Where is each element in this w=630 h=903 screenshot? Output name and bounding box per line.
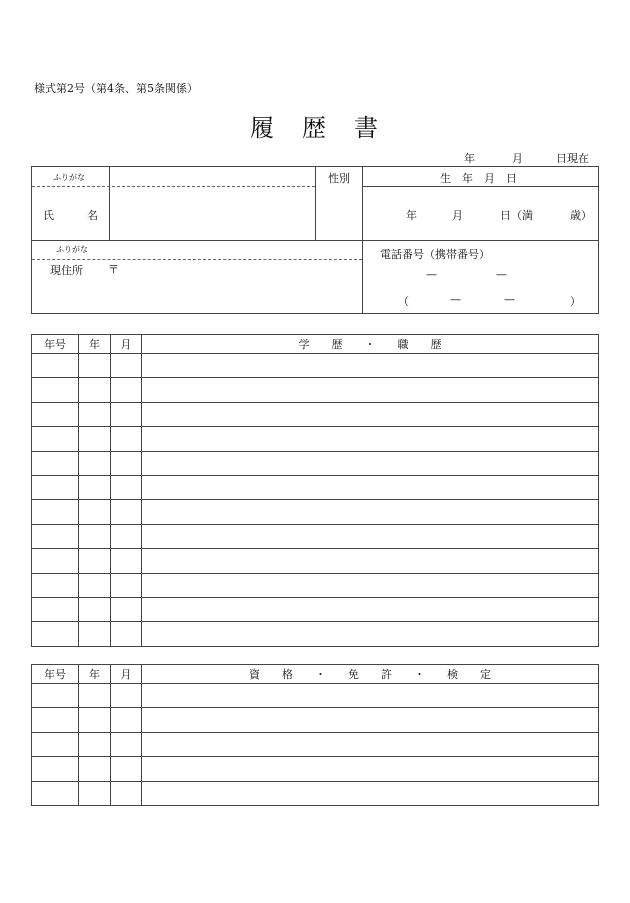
birth-month-label: 月 [452, 209, 463, 222]
address-label: 現住所 [50, 264, 83, 277]
history-col-month: 月 [111, 335, 142, 354]
history-row [32, 524, 599, 548]
history-content-cell[interactable] [142, 378, 599, 402]
history-era-cell[interactable] [32, 500, 79, 524]
license-col-month: 月 [111, 665, 142, 684]
history-col-era: 年号 [32, 335, 79, 354]
history-year-cell[interactable] [79, 500, 111, 524]
mobile-dash-1: — [450, 293, 461, 306]
history-col-content: 学 歴 ・ 職 歴 [142, 335, 599, 354]
history-row [32, 378, 599, 402]
history-content-cell[interactable] [142, 475, 599, 499]
license-year-cell[interactable] [79, 732, 111, 756]
furigana-input[interactable] [110, 168, 314, 186]
history-year-cell[interactable] [79, 549, 111, 573]
history-month-cell[interactable] [111, 427, 142, 451]
history-month-cell[interactable] [111, 524, 142, 548]
phone-label: 電話番号（携帯番号） [380, 248, 490, 261]
license-month-cell[interactable] [111, 732, 142, 756]
history-row [32, 573, 599, 597]
history-era-cell[interactable] [32, 378, 79, 402]
name-label: 氏 名 [43, 209, 98, 222]
history-header-row [32, 335, 599, 354]
history-month-cell[interactable] [111, 354, 142, 378]
license-row [32, 757, 599, 781]
license-year-cell[interactable] [79, 708, 111, 732]
history-month-cell[interactable] [111, 500, 142, 524]
license-month-cell[interactable] [111, 781, 142, 805]
license-era-cell[interactable] [32, 757, 79, 781]
license-era-cell[interactable] [32, 781, 79, 805]
license-row [32, 781, 599, 805]
gender-label: 性別 [328, 172, 350, 185]
mobile-dash-2: — [504, 293, 515, 306]
history-month-cell[interactable] [111, 402, 142, 426]
history-row [32, 549, 599, 573]
history-month-cell[interactable] [111, 622, 142, 646]
license-month-cell[interactable] [111, 757, 142, 781]
license-row [32, 684, 599, 708]
history-content-cell[interactable] [142, 427, 599, 451]
license-row [32, 708, 599, 732]
history-table [31, 334, 599, 647]
furigana2-label: ふりがな [56, 245, 88, 254]
history-era-cell[interactable] [32, 427, 79, 451]
history-row [32, 475, 599, 499]
date-year-label: 年 [464, 152, 475, 165]
history-content-cell[interactable] [142, 549, 599, 573]
license-col-content: 資 格 ・ 免 許 ・ 検 定 [142, 665, 599, 684]
history-row [32, 402, 599, 426]
history-era-cell[interactable] [32, 597, 79, 621]
history-row [32, 427, 599, 451]
license-row [32, 732, 599, 756]
age-unit-label: 歳） [570, 209, 592, 222]
history-row [32, 354, 599, 378]
history-content-cell[interactable] [142, 622, 599, 646]
history-year-cell[interactable] [79, 402, 111, 426]
birth-day-age-label: 日（満 [500, 209, 533, 222]
history-month-cell[interactable] [111, 378, 142, 402]
history-content-cell[interactable] [142, 402, 599, 426]
history-row [32, 500, 599, 524]
license-col-year: 年 [79, 665, 111, 684]
history-year-cell[interactable] [79, 475, 111, 499]
license-month-cell[interactable] [111, 684, 142, 708]
license-table [31, 664, 599, 806]
birth-header-divider [362, 186, 599, 187]
history-col-year: 年 [79, 335, 111, 354]
name-input[interactable] [110, 187, 314, 239]
license-content-cell[interactable] [142, 781, 599, 805]
phone-dash-1: — [426, 268, 437, 281]
history-era-cell[interactable] [32, 402, 79, 426]
history-year-cell[interactable] [79, 451, 111, 475]
license-content-cell[interactable] [142, 684, 599, 708]
history-year-cell[interactable] [79, 524, 111, 548]
history-era-cell[interactable] [32, 451, 79, 475]
history-month-cell[interactable] [111, 597, 142, 621]
history-content-cell[interactable] [142, 451, 599, 475]
license-header-row [32, 665, 599, 684]
license-content-cell[interactable] [142, 757, 599, 781]
license-content-cell[interactable] [142, 708, 599, 732]
mobile-open-paren: （ [398, 295, 409, 308]
history-year-cell[interactable] [79, 573, 111, 597]
history-content-cell[interactable] [142, 500, 599, 524]
address-input[interactable] [33, 277, 361, 313]
personal-info-block [31, 166, 599, 314]
history-content-cell[interactable] [142, 354, 599, 378]
history-year-cell[interactable] [79, 354, 111, 378]
history-row [32, 597, 599, 621]
name-row-bottom [32, 240, 599, 241]
history-era-cell[interactable] [32, 573, 79, 597]
history-era-cell[interactable] [32, 524, 79, 548]
license-content-cell[interactable] [142, 732, 599, 756]
gender-input[interactable] [316, 168, 361, 239]
history-row [32, 622, 599, 646]
history-month-cell[interactable] [111, 475, 142, 499]
birth-year-label: 年 [406, 209, 417, 222]
birth-date-label: 生 年 月 日 [440, 172, 517, 185]
date-month-label: 月 [512, 152, 523, 165]
history-era-cell[interactable] [32, 549, 79, 573]
mobile-close-paren: ） [570, 295, 581, 308]
page-title: 履 歴 書 [250, 114, 380, 142]
history-content-cell[interactable] [142, 524, 599, 548]
history-era-cell[interactable] [32, 354, 79, 378]
license-era-cell[interactable] [32, 708, 79, 732]
history-month-cell[interactable] [111, 549, 142, 573]
history-content-cell[interactable] [142, 597, 599, 621]
history-year-cell[interactable] [79, 378, 111, 402]
history-era-cell[interactable] [32, 622, 79, 646]
form-label: 様式第2号（第4条、第5条関係） [34, 82, 198, 95]
furigana2-divider [32, 259, 362, 260]
furigana-label: ふりがな [53, 173, 85, 182]
license-year-cell[interactable] [79, 757, 111, 781]
history-era-cell[interactable] [32, 475, 79, 499]
history-year-cell[interactable] [79, 597, 111, 621]
postal-mark: 〒 [108, 263, 119, 276]
license-era-cell[interactable] [32, 684, 79, 708]
history-year-cell[interactable] [79, 427, 111, 451]
license-era-cell[interactable] [32, 732, 79, 756]
history-content-cell[interactable] [142, 573, 599, 597]
date-day-current-label: 日現在 [556, 152, 589, 165]
history-year-cell[interactable] [79, 622, 111, 646]
license-col-era: 年号 [32, 665, 79, 684]
license-year-cell[interactable] [79, 781, 111, 805]
history-row [32, 451, 599, 475]
phone-dash-2: — [496, 268, 507, 281]
history-month-cell[interactable] [111, 573, 142, 597]
license-year-cell[interactable] [79, 684, 111, 708]
history-month-cell[interactable] [111, 451, 142, 475]
license-month-cell[interactable] [111, 708, 142, 732]
